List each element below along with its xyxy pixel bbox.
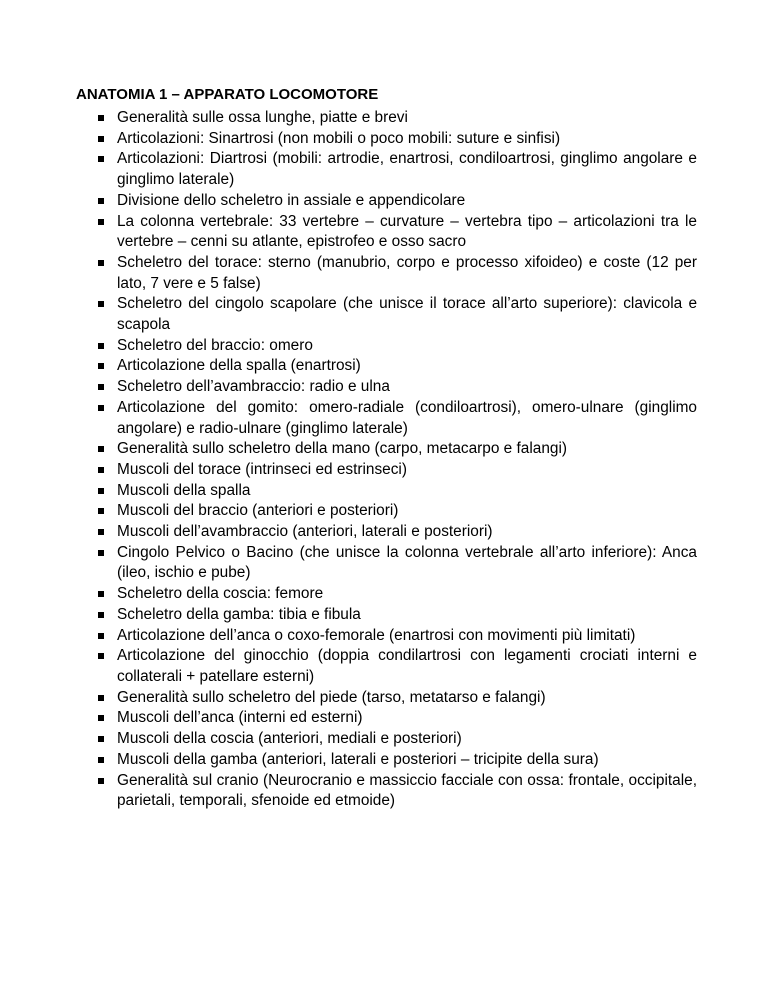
square-bullet-icon [98, 260, 104, 266]
square-bullet-icon [98, 343, 104, 349]
list-item-text: Articolazione del gomito: omero-radiale (condiloartrosi), omero-ulnare (ginglimo angolare) e radio-ulnare (ginglimo laterale) [117, 398, 697, 437]
list-item [97, 439, 697, 460]
square-bullet-icon [98, 550, 104, 556]
square-bullet-icon [98, 219, 104, 225]
list-item-text: Articolazioni: Diartrosi (mobili: artrodie, enartrosi, condiloartrosi, ginglimo angolare e ginglimo laterale) [117, 150, 697, 189]
list-item-text: La colonna vertebrale: 33 vertebre – curvature – vertebra tipo – articolazioni tra le vertebre – cenni su atlante, epistrofeo e osso sacro [117, 212, 697, 251]
list-item [97, 646, 697, 687]
list-item-text: Muscoli dell’anca (interni ed esterni) [117, 709, 363, 727]
list-item [97, 708, 697, 729]
list-item-text: Articolazioni: Sinartrosi (non mobili o poco mobili: suture e sinfisi) [117, 129, 561, 147]
document-title: ANATOMIA 1 – APPARATO LOCOMOTORE [76, 86, 379, 103]
list-item-text: Cingolo Pelvico o Bacino (che unisce la colonna vertebrale all’arto inferiore): Anca (ileo, ischio e pube) [117, 543, 697, 582]
list-item-text: Muscoli della gamba (anteriori, laterali e posteriori – tricipite della sura) [117, 750, 599, 768]
list-item [97, 543, 697, 584]
square-bullet-icon [98, 446, 104, 452]
square-bullet-icon [98, 757, 104, 763]
list-item [97, 356, 697, 377]
square-bullet-icon [98, 198, 104, 204]
list-item-text: Muscoli della spalla [117, 481, 251, 499]
square-bullet-icon [98, 653, 104, 659]
list-item-text: Generalità sul cranio (Neurocranio e massiccio facciale con ossa: frontale, occipitale, parietali, temporali, sfenoide ed etmoide) [117, 771, 697, 810]
list-item [97, 481, 697, 502]
square-bullet-icon [98, 715, 104, 721]
list-item [97, 584, 697, 605]
square-bullet-icon [98, 778, 104, 784]
topic-list [97, 108, 697, 812]
list-item [97, 336, 697, 357]
list-item-text: Scheletro del braccio: omero [117, 336, 313, 354]
list-item-text: Generalità sullo scheletro del piede (tarso, metatarso e falangi) [117, 688, 546, 706]
list-item [97, 129, 697, 150]
list-item [97, 108, 697, 129]
list-item-text: Articolazione del ginocchio (doppia condilartrosi con legamenti crociati interni e collaterali + patellare esterni) [117, 647, 697, 685]
square-bullet-icon [98, 695, 104, 701]
list-item [97, 688, 697, 709]
list-item [97, 750, 697, 771]
list-item-text: Articolazione dell’anca o coxo-femorale (enartrosi con movimenti più limitati) [117, 626, 636, 644]
square-bullet-icon [98, 115, 104, 121]
list-item [97, 294, 697, 335]
square-bullet-icon [98, 612, 104, 618]
list-item [97, 605, 697, 626]
square-bullet-icon [98, 488, 104, 494]
list-item-text: Muscoli della coscia (anteriori, mediali e posteriori) [117, 730, 462, 748]
square-bullet-icon [98, 591, 104, 597]
square-bullet-icon [98, 301, 104, 307]
list-item-text: Scheletro del torace: sterno (manubrio, corpo e processo xifoideo) e coste (12 per lato, 7 vere e 5 false) [117, 253, 697, 292]
list-item [97, 398, 697, 439]
square-bullet-icon [98, 529, 104, 535]
square-bullet-icon [98, 405, 104, 411]
square-bullet-icon [98, 136, 104, 142]
square-bullet-icon [98, 467, 104, 473]
square-bullet-icon [98, 156, 104, 162]
list-item [97, 626, 697, 647]
list-item-text: Generalità sulle ossa lunghe, piatte e brevi [117, 109, 408, 126]
list-item [97, 771, 697, 812]
list-item [97, 522, 697, 543]
list-item-text: Muscoli del braccio (anteriori e posteriori) [117, 502, 399, 520]
list-item [97, 149, 697, 190]
list-item [97, 729, 697, 750]
list-item [97, 377, 697, 398]
square-bullet-icon [98, 736, 104, 742]
list-item-text: Articolazione della spalla (enartrosi) [117, 357, 361, 375]
list-item-text: Scheletro della coscia: femore [117, 585, 324, 603]
list-item [97, 253, 697, 294]
list-item [97, 501, 697, 522]
list-item-text: Muscoli dell’avambraccio (anteriori, laterali e posteriori) [117, 523, 493, 541]
list-item-text: Muscoli del torace (intrinseci ed estrinseci) [117, 460, 407, 478]
list-item-text: Scheletro del cingolo scapolare (che unisce il torace all’arto superiore): clavicola e scapola [117, 295, 697, 334]
list-item-text: Scheletro dell’avambraccio: radio e ulna [117, 378, 390, 396]
square-bullet-icon [98, 384, 104, 390]
square-bullet-icon [98, 633, 104, 639]
list-item [97, 212, 697, 253]
list-item-text: Scheletro della gamba: tibia e fibula [117, 605, 361, 623]
square-bullet-icon [98, 363, 104, 369]
list-item [97, 191, 697, 212]
square-bullet-icon [98, 508, 104, 514]
list-item [97, 460, 697, 481]
list-item-text: Generalità sullo scheletro della mano (carpo, metacarpo e falangi) [117, 440, 567, 458]
list-item-text: Divisione dello scheletro in assiale e appendicolare [117, 191, 466, 209]
